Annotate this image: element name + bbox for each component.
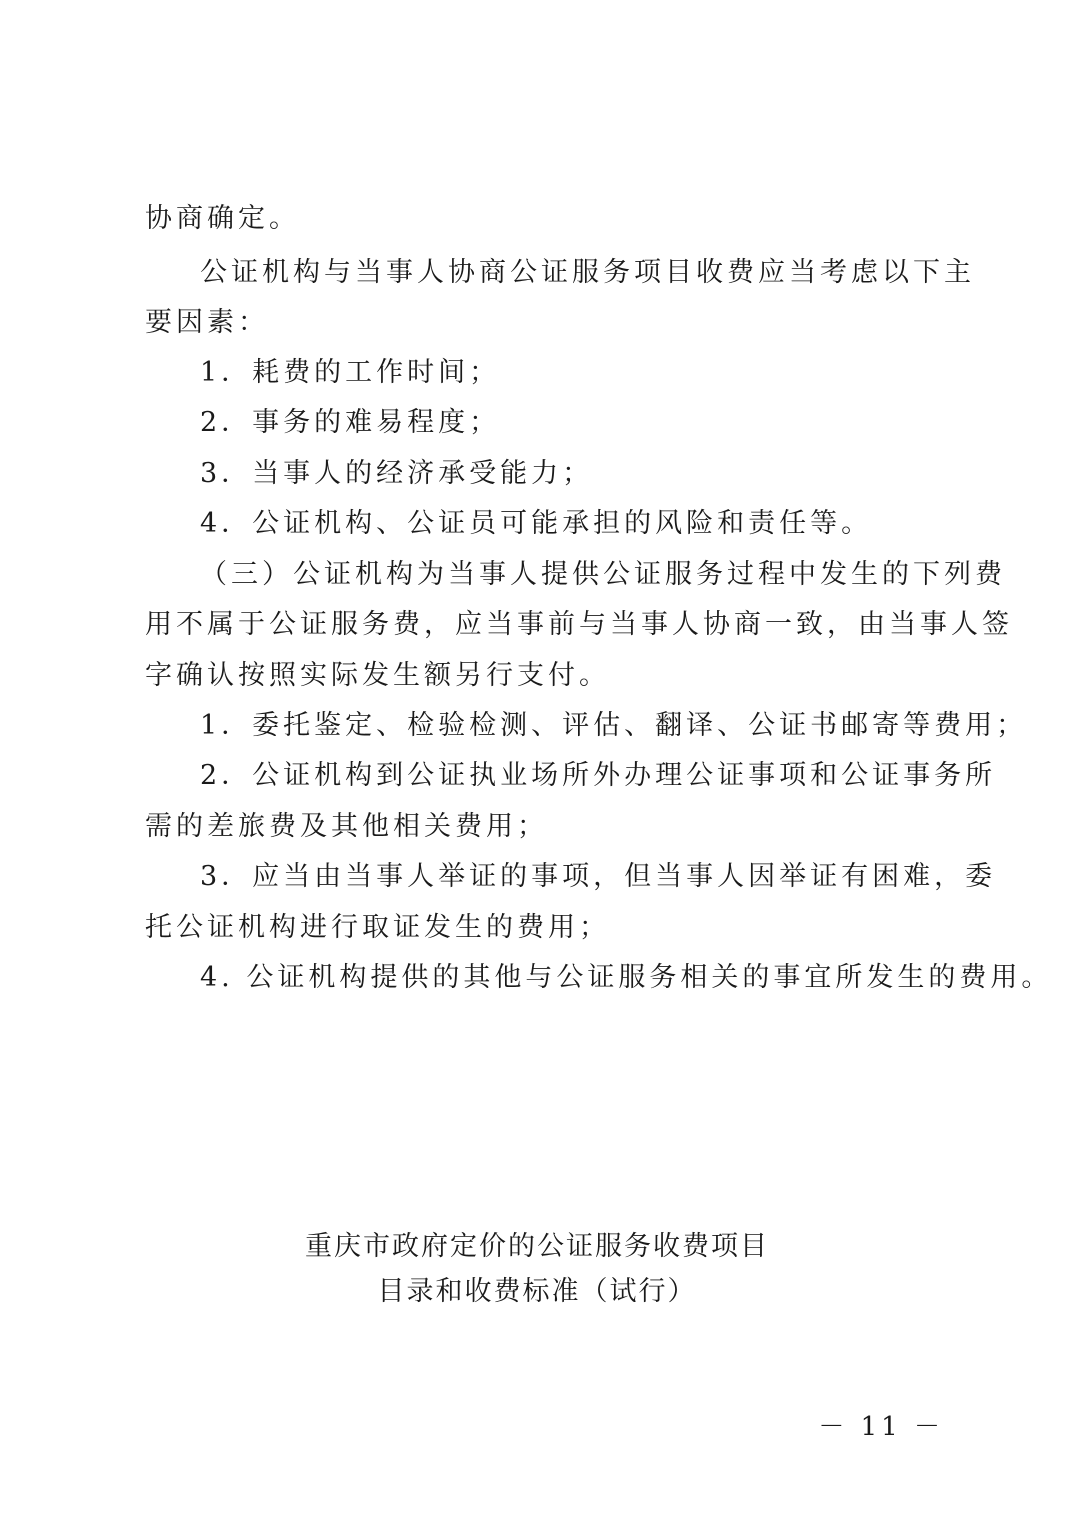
fee-item-2-line-1: 2．公证机构到公证执业场所外办理公证事项和公证事务所 <box>200 760 997 791</box>
list-item-3: 3．当事人的经济承受能力； <box>200 458 594 489</box>
text-line-3: 要因素： <box>145 307 269 338</box>
page-number: － 11 － <box>818 1412 944 1442</box>
fee-item-4: 4. 公证机构提供的其他与公证服务相关的事宜所发生的费用。 <box>200 962 1053 993</box>
appendix-title-line-2: 目录和收费标准（试行） <box>377 1276 697 1307</box>
section-three-line-1: （三）公证机构为当事人提供公证服务过程中发生的下列费 <box>200 559 1006 590</box>
appendix-title-line-1: 重庆市政府定价的公证服务收费项目 <box>305 1231 769 1262</box>
text-line-2: 公证机构与当事人协商公证服务项目收费应当考虑以下主 <box>200 257 975 288</box>
section-three-line-3: 字确认按照实际发生额另行支付。 <box>145 660 610 691</box>
list-item-1: 1．耗费的工作时间； <box>200 357 501 388</box>
fee-item-3-line-1: 3．应当由当事人举证的事项，但当事人因举证有困难，委 <box>200 861 997 892</box>
list-item-2: 2．事务的难易程度； <box>200 407 501 438</box>
fee-item-3-line-2: 托公证机构进行取证发生的费用； <box>145 912 610 943</box>
fee-item-2-line-2: 需的差旅费及其他相关费用； <box>145 811 548 842</box>
text-line-1: 协商确定。 <box>145 203 300 234</box>
section-three-line-2: 用不属于公证服务费，应当事前与当事人协商一致，由当事人签 <box>145 609 1013 640</box>
list-item-4: 4．公证机构、公证员可能承担的风险和责任等。 <box>200 508 873 539</box>
fee-item-1: 1．委托鉴定、检验检测、评估、翻译、公证书邮寄等费用； <box>200 710 1028 741</box>
